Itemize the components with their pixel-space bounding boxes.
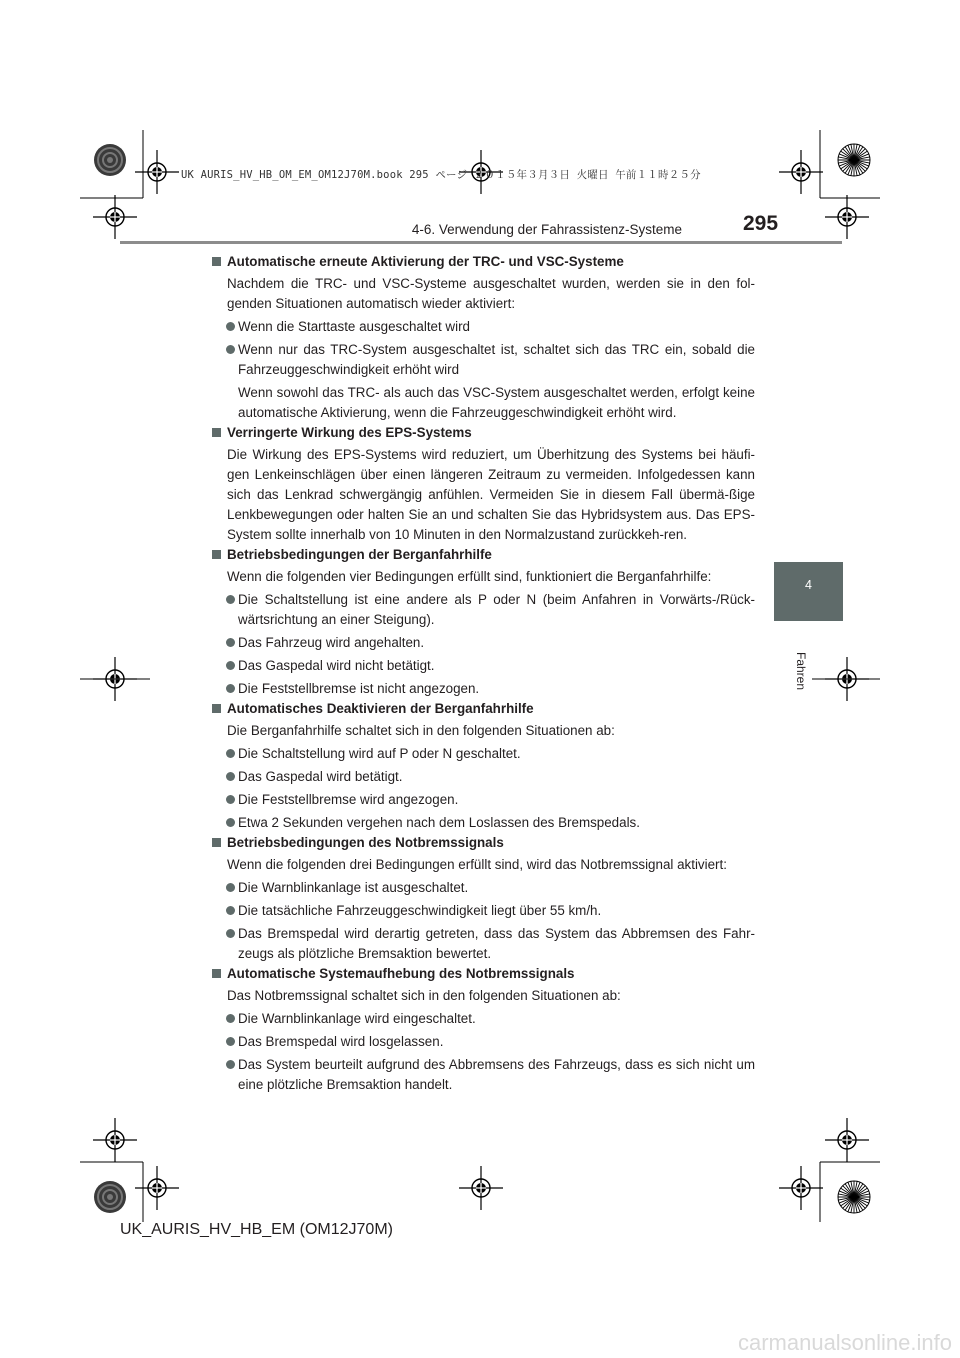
section-hill-start-deactivation: [211, 699, 755, 833]
circle-bullet-icon: [226, 1037, 235, 1046]
section-emergency-brake-signal-cancel: [211, 964, 755, 1095]
section-title: Automatische Systemaufhebung des Notbremssignals: [211, 964, 755, 984]
list-item: Die tatsächliche Fahrzeuggeschwindigkeit liegt über 55 km/h.: [211, 901, 755, 921]
list-item: Wenn die Starttaste ausgeschaltet wird: [211, 317, 755, 337]
main-content: [211, 252, 755, 1095]
section-intro: Die Wirkung des EPS-Systems wird reduziert, um Überhitzung des Systems bei häufi-gen Lenkeinschlägen über einen längeren Zeitraum zu vermeiden. Infolgedessen kann sich das Lenkrad schwergängig anfühlen. Vermeiden Sie in diesem Fall übermä-ßige Lenkbewegungen oder halten Sie an und schalten Sie das Hybridsystem aus. Das EPS-System sollte innerhalb von 10 Minuten in den Normalzustand zurückkeh-ren.: [227, 447, 755, 542]
circle-bullet-icon: [226, 684, 235, 693]
section-title: Betriebsbedingungen der Berganfahrhilfe: [211, 545, 755, 565]
section-trc-vsc-reactivation: [211, 252, 755, 423]
list-item: Die Feststellbremse ist nicht angezogen.: [211, 679, 755, 699]
circle-bullet-icon: [226, 638, 235, 647]
section-hill-start-conditions: [211, 545, 755, 699]
list-item: Wenn nur das TRC-System ausgeschaltet ist, schaltet sich das TRC ein, sobald die Fahrzeuggeschwindigkeit erhöht wird: [211, 340, 755, 380]
square-bullet-icon: [212, 704, 221, 713]
section-note: Wenn sowohl das TRC- als auch das VSC-System ausgeschaltet werden, erfolgt keine automatische Aktivierung, wenn die Fahrzeuggeschwindigkeit erhöht wird.: [238, 385, 755, 420]
list-item: Das System beurteilt aufgrund des Abbremsens des Fahrzeugs, dass es sich nicht um eine plötzliche Bremsaktion handelt.: [211, 1055, 755, 1095]
square-bullet-icon: [212, 838, 221, 847]
list-item: Etwa 2 Sekunden vergehen nach dem Loslassen des Bremspedals.: [211, 813, 755, 833]
page-number: 295: [743, 212, 779, 235]
section-header-title: 4-6. Verwendung der Fahrassistenz-Systeme: [411, 222, 682, 237]
section-intro: Wenn die folgenden drei Bedingungen erfüllt sind, wird das Notbremssignal aktiviert:: [227, 857, 727, 872]
watermark-text: carmanualsonline.info: [737, 1330, 952, 1355]
circle-bullet-icon: [226, 749, 235, 758]
list-item: Die Feststellbremse wird angezogen.: [211, 790, 755, 810]
circle-bullet-icon: [226, 772, 235, 781]
circle-bullet-icon: [226, 322, 235, 331]
header-rule: [120, 241, 842, 244]
section-title: Betriebsbedingungen des Notbremssignals: [211, 833, 755, 853]
square-bullet-icon: [212, 550, 221, 559]
chapter-label: [792, 652, 808, 712]
book-info-line: UK AURIS_HV_HB_OM_EM_OM12J70M.book 295 ページ ２０１５年３月３日 火曜日 午前１１時２５分: [181, 169, 701, 181]
circle-bullet-icon: [226, 1014, 235, 1023]
chapter-tab: [774, 562, 843, 621]
square-bullet-icon: [212, 257, 221, 266]
square-bullet-icon: [212, 969, 221, 978]
circle-bullet-icon: [226, 1060, 235, 1069]
section-intro: Die Berganfahrhilfe schaltet sich in den folgenden Situationen ab:: [227, 723, 615, 738]
circle-bullet-icon: [226, 345, 235, 354]
circle-bullet-icon: [226, 883, 235, 892]
circle-bullet-icon: [226, 929, 235, 938]
list-item: Das Gaspedal wird betätigt.: [211, 767, 755, 787]
list-item: Die Schaltstellung wird auf P oder N geschaltet.: [211, 744, 755, 764]
section-intro: Das Notbremssignal schaltet sich in den folgenden Situationen ab:: [227, 988, 621, 1003]
circle-bullet-icon: [226, 595, 235, 604]
circle-bullet-icon: [226, 818, 235, 827]
chapter-label-text: Fahren: [794, 652, 808, 691]
list-item: Die Warnblinkanlage wird eingeschaltet.: [211, 1009, 755, 1029]
circle-bullet-icon: [226, 795, 235, 804]
circle-bullet-icon: [226, 906, 235, 915]
list-item: Das Bremspedal wird derartig getreten, dass das System das Abbremsen des Fahr-zeugs als plötzliche Bremsaktion bewertet.: [211, 924, 755, 964]
section-intro: Wenn die folgenden vier Bedingungen erfüllt sind, funktioniert die Berganfahrhilfe:: [227, 569, 712, 584]
section-eps-reduced: [211, 423, 755, 545]
section-intro: Nachdem die TRC- und VSC-Systeme ausgeschaltet wurden, werden sie in den fol-genden Situationen automatisch wieder aktiviert:: [227, 276, 755, 311]
list-item: Das Bremspedal wird losgelassen.: [211, 1032, 755, 1052]
section-title: Verringerte Wirkung des EPS-Systems: [211, 423, 755, 443]
list-item: Die Warnblinkanlage ist ausgeschaltet.: [211, 878, 755, 898]
document-code: UK_AURIS_HV_HB_EM (OM12J70M): [120, 1221, 393, 1238]
list-item: Die Schaltstellung ist eine andere als P oder N (beim Anfahren in Vorwärts-/Rück-wärtsrichtung an einer Steigung).: [211, 590, 755, 630]
section-title: Automatisches Deaktivieren der Berganfahrhilfe: [211, 699, 755, 719]
circle-bullet-icon: [226, 661, 235, 670]
list-item: Das Fahrzeug wird angehalten.: [211, 633, 755, 653]
chapter-number: 4: [805, 578, 812, 592]
watermark-logo: [720, 1326, 960, 1358]
square-bullet-icon: [212, 428, 221, 437]
list-item: Das Gaspedal wird nicht betätigt.: [211, 656, 755, 676]
section-title: Automatische erneute Aktivierung der TRC- und VSC-Systeme: [211, 252, 755, 272]
section-emergency-brake-signal-conditions: [211, 833, 755, 964]
